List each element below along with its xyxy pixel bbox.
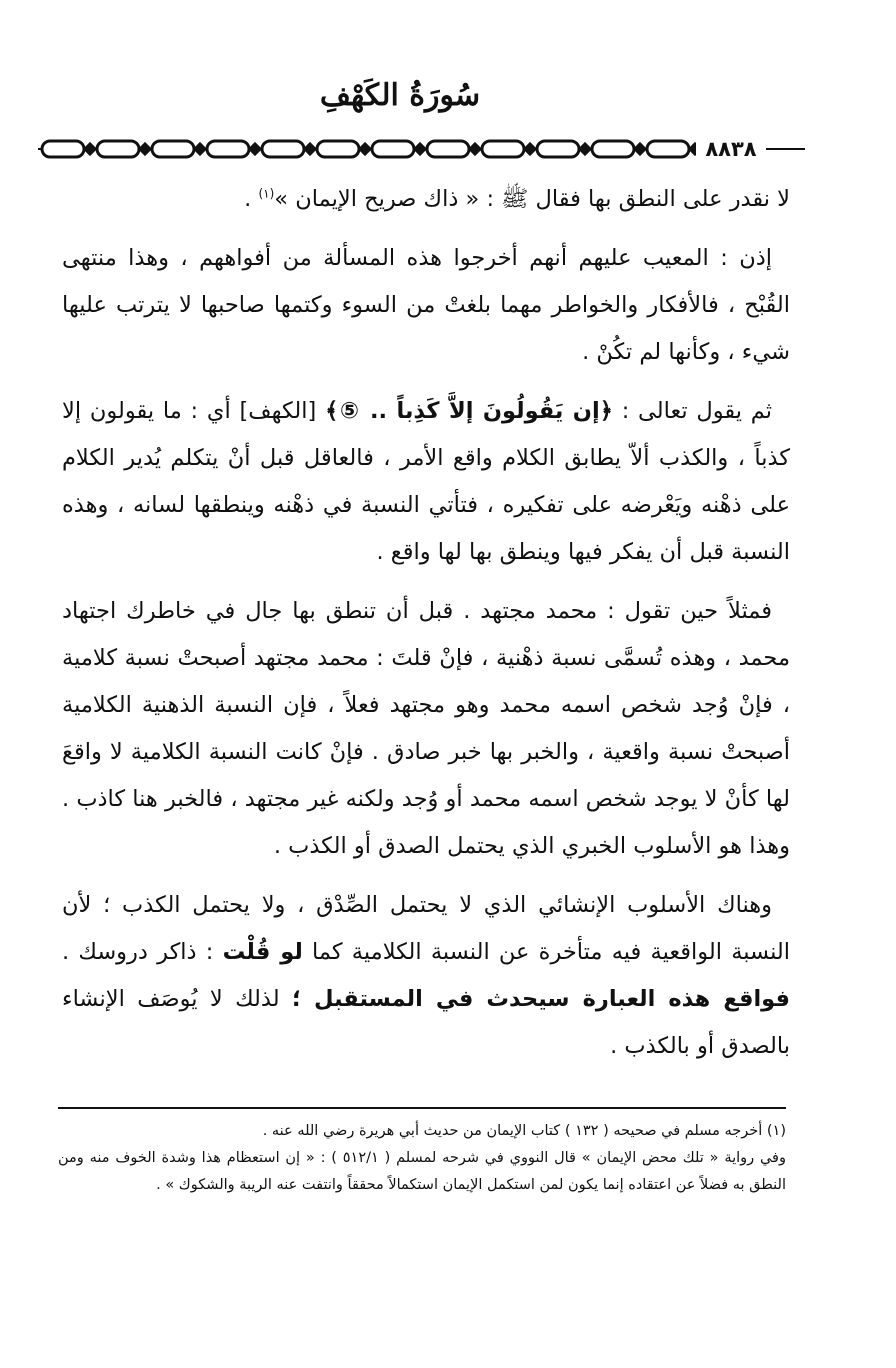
chain-link [482,141,524,157]
paragraph-3: ثم يقول تعالى : ﴿إن يَقُولُونَ إلاَّ كَذِباً .. ⑤﴾ [الكهف] أي : ما يقولون إلا كذباً ، والكذب ألاّ يطابق الكلام واقع الأمر ، فالعاقل قبل أنْ يتكلم يُدير الكلام على ذهْنه ويَعْرضه على تفكيره ، فتأتي النسبة في ذهْنه وينطقها لسانه ، وهذه النسبة قبل أن يفكر فيها وينطق بها لها واقع . [62,398,790,565]
paragraph-2: إذن : المعيب عليهم أنهم أخرجوا هذه المسألة من أفواههم ، وهذا منتهى القُبْح ، فالأفكار والخواطر مهما بلغتْ من السوء وكتمها صاحبها لا يترتب عليها شيء ، وكأنها لم تكُنْ . [62,245,790,365]
chain-diamond [250,144,260,154]
footnote-divider [58,1107,786,1109]
chain-link [207,141,249,157]
chain-diamond [360,144,370,154]
chain-link [647,141,689,157]
chain-link [97,141,139,157]
chain-link [262,141,304,157]
chain-link [42,141,84,157]
chain-diamond [635,144,645,154]
decorative-chain-border [38,134,805,164]
surah-title: سُورَةُ الكَهْفِ [319,78,481,113]
chain-diamond [140,144,150,154]
chain-link [372,141,414,157]
quran-verse: ﴿إن يَقُولُونَ إلاَّ كَذِباً .. ⑤﴾ [325,398,613,424]
chain-link [537,141,579,157]
chain-diamond [580,144,590,154]
paragraph-5: وهناك الأسلوب الإنشائي الذي لا يحتمل الصِّدْق ، ولا يحتمل الكذب ؛ لأن النسبة الواقعية فيه متأخرة عن النسبة الكلامية كما لو قُلْت : ذاكر دروسك . فواقع هذه العبارة سيحدث في المستقبل ؛ لذلك لا يُوصَف الإنشاء بالصدق أو بالكذب . [62,892,791,1059]
chain-diamond [415,144,425,154]
chain-diamond [305,144,315,154]
footnote-marker: (١) [258,186,275,201]
footnote-line-1: (١) أخرجه مسلم في صحيحه ( ١٣٢ ) كتاب الإيمان من حديث أبي هريرة رضي الله عنه . [262,1123,786,1139]
chain-link [317,141,359,157]
footnote [58,1118,786,1199]
chain-diamond [525,144,535,154]
chain-diamond [195,144,205,154]
page-number: ٨٨٣٨ [696,136,766,162]
chain-diamond [85,144,95,154]
main-text [62,176,790,1082]
chain-link [152,141,194,157]
chain-link [427,141,469,157]
chain-diamond [470,144,480,154]
footnote-line-2: وفي رواية « تلك محض الإيمان » قال النووي في شرحه لمسلم ( ٥١٢/١ ) : « إن استعظام هذا وشدة الخوف منه ومن النطق به فضلاً عن اعتقاده إنما يكون لمن استكمل الإيمان استكمالاً محققاً وانتفت عنه الريبة والشكوك » . [58,1150,786,1193]
paragraph-4: فمثلاً حين تقول : محمد مجتهد . قبل أن تنطق بها جال في خاطرك اجتهاد محمد ، وهذه تُسمَّى نسبة ذهْنية ، فإنْ قلتَ : محمد مجتهد أصبحتْ نسبة كلامية ، فإنْ وُجد شخص اسمه محمد وهو مجتهد فعلاً ، فإن النسبة الذهنية الكلامية أصبحتْ نسبة واقعية ، والخبر بها خبر صادق . فإنْ كانت النسبة الكلامية لا واقعَ لها كأنْ لا يوجد شخص اسمه محمد أو وُجد ولكنه غير مجتهد ، فالخبر هنا كاذب . وهذا هو الأسلوب الخبري الذي يحتمل الصدق أو الكذب . [62,598,790,859]
paragraph-1: لا نقدر على النطق بها فقال ﷺ : « ذاك صريح الإيمان »$^{(١)}$ . [244,186,790,212]
chain-link [592,141,634,157]
